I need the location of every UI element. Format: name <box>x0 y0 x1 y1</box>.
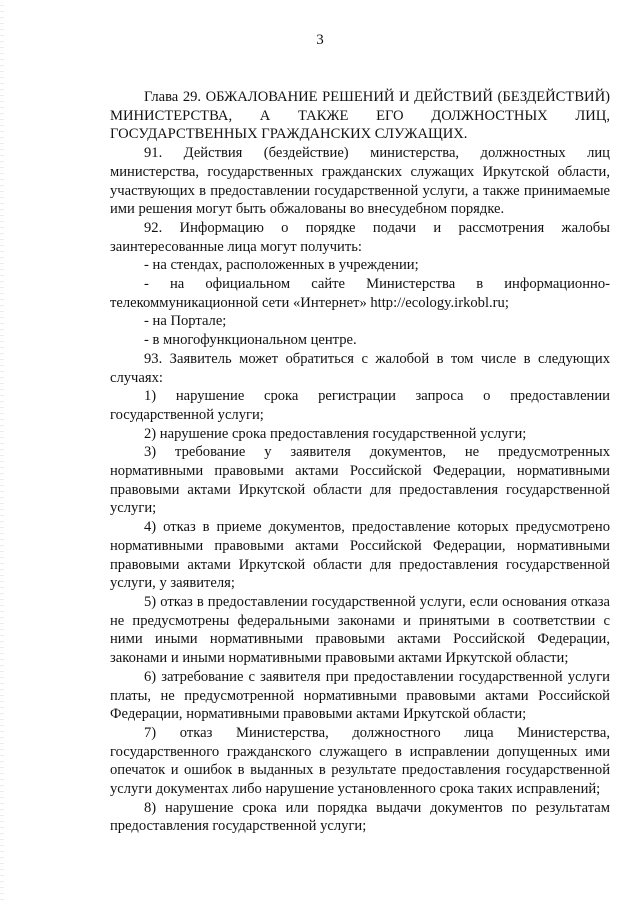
list-item-stands: - на стендах, расположенных в учреждении; <box>144 257 419 274</box>
paragraph-93: 93. Заявитель может обратиться с жалобой в том числе в следующих случаях: <box>110 350 610 386</box>
page-number: 3 <box>316 32 324 48</box>
case-4: 4) отказ в приеме документов, предоставление которых предусмотрено нормативными правовыми актами Российской Федерации, нормативными правовыми актами Иркутской области для предоставления государственной услуги, у заявителя; <box>110 519 610 592</box>
scan-edge-marks <box>0 0 4 905</box>
document-body <box>110 88 610 836</box>
list-item-portal: - на Портале; <box>144 313 227 330</box>
list-item-website: - на официальном сайте Министерства в информационно-телекоммуникационной сети «Интернет» http://ecology.irkobl.ru; <box>110 276 610 311</box>
paragraph-91: 91. Действия (бездействие) министерства, должностных лиц министерства, государственных гражданских служащих Иркутской области, участвующих в предоставлении государственной услуги, а также принимаемые ими решения могут быть обжалованы во внесудебном порядке. <box>110 145 610 218</box>
case-2: 2) нарушение срока предоставления государственной услуги; <box>144 425 527 442</box>
list-item-mfc: - в многофункциональном центре. <box>144 332 357 349</box>
case-7: 7) отказ Министерства, должностного лица Министерства, государственного гражданского служащего в исправлении допущенных ими опечаток и ошибок в выданных в результате предоставления государственной услуги документах либо нарушение установленного срока таких исправлений; <box>110 724 610 798</box>
case-3: 3) требование у заявителя документов, не предусмотренных нормативными правовыми актами Российской Федерации, нормативными правовыми актами Иркутской области для предоставления государственной услуги; <box>110 444 610 517</box>
paragraph-92: 92. Информацию о порядке подачи и рассмотрения жалобы заинтересованные лица могут получить: <box>110 219 610 255</box>
chapter-heading: Глава 29. ОБЖАЛОВАНИЕ РЕШЕНИЙ И ДЕЙСТВИЙ (БЕЗДЕЙСТВИЙ) МИНИСТЕРСТВА, А ТАКЖЕ ЕГО ДОЛЖНОСТНЫХ ЛИЦ, ГОСУДАРСТВЕННЫХ ГРАЖДАНСКИХ СЛУЖАЩИХ. <box>110 89 610 143</box>
case-8: 8) нарушение срока или порядка выдачи документов по результатам предоставления государственной услуги; <box>110 799 610 835</box>
case-6: 6) затребование с заявителя при предоставлении государственной услуги платы, не предусмотренной нормативными правовыми актами Российской Федерации, нормативными правовыми актами Иркутской области; <box>110 668 610 723</box>
case-1: 1) нарушение срока регистрации запроса о предоставлении государственной услуги; <box>110 388 610 423</box>
case-5: 5) отказ в предоставлении государственной услуги, если основания отказа не предусмотрены федеральными законами и принятыми в соответствии с ними иными нормативными правовыми актами Российской Федерации, законами и иными нормативными правовыми актами Иркутской области; <box>110 593 610 667</box>
